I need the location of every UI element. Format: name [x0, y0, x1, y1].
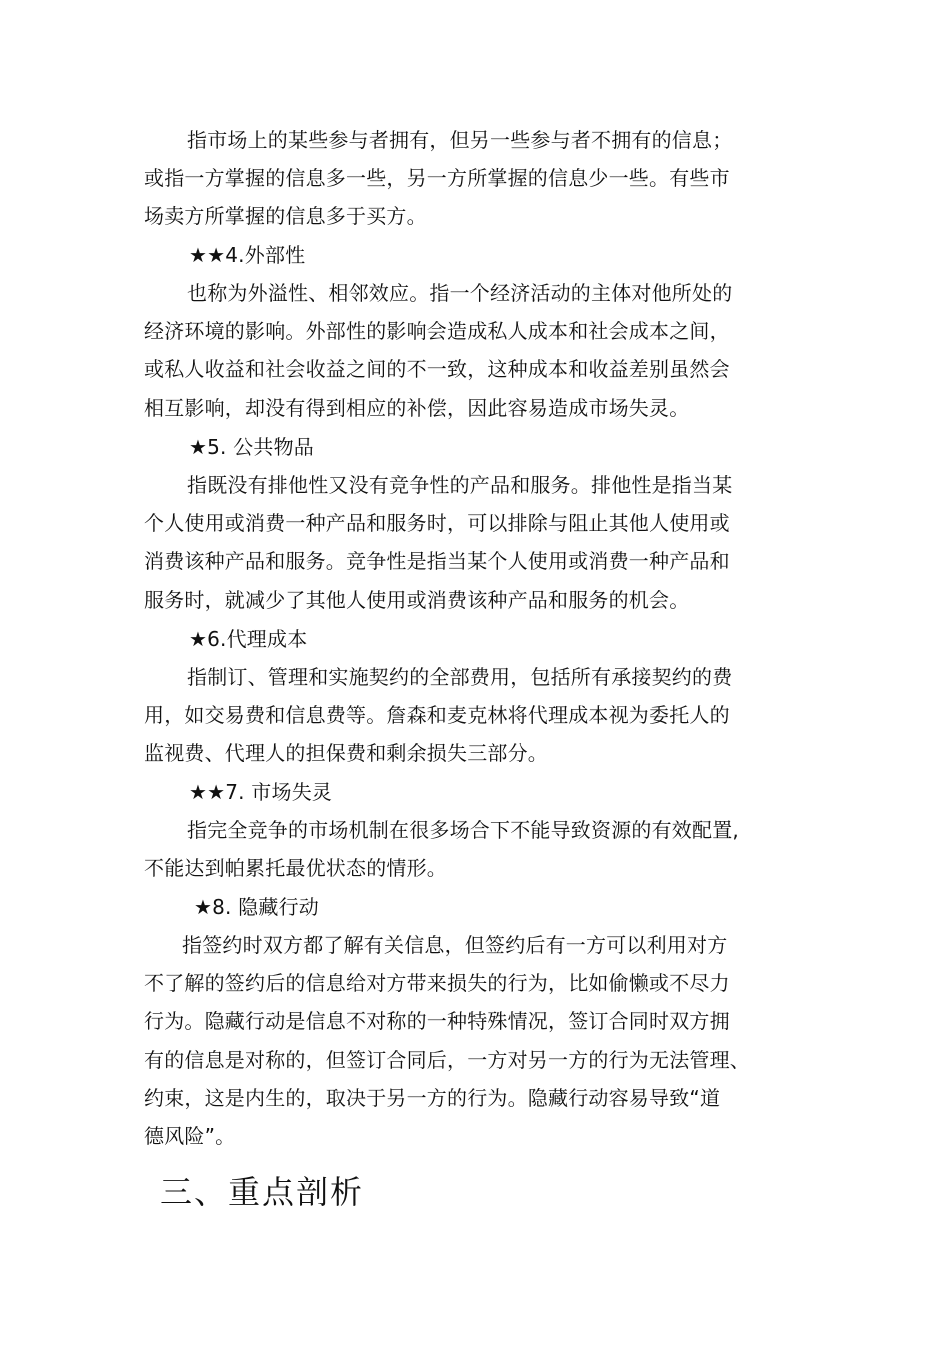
paragraph-line: 场卖方所掌握的信息多于买方。 — [144, 204, 427, 228]
paragraph-line: 指签约时双方都了解有关信息，但签约后有一方可以利用对方 — [182, 933, 728, 957]
paragraph-line: 或指一方掌握的信息多一些，另一方所掌握的信息少一些。有些市 — [144, 166, 730, 190]
paragraph-line: 不能达到帕累托最优状态的情形。 — [144, 856, 447, 880]
paragraph-line: 相互影响，却没有得到相应的补偿，因此容易造成市场失灵。 — [144, 396, 690, 420]
paragraph-line: 指既没有排他性又没有竞争性的产品和服务。排他性是指当某 — [187, 473, 733, 497]
section-title: 三、重点剖析 — [160, 1173, 365, 1211]
term-heading-hidden-action: ★8. 隐藏行动 — [194, 895, 319, 919]
paragraph-line: 约束，这是内生的，取决于另一方的行为。隐藏行动容易导致“道 — [144, 1086, 721, 1110]
term-heading-public-goods: ★5. 公共物品 — [189, 435, 314, 459]
term-heading-market-failure: ★★7. 市场失灵 — [189, 780, 333, 804]
paragraph-line: 消费该种产品和服务。竞争性是指当某个人使用或消费一种产品和 — [144, 549, 730, 573]
paragraph-line: 或私人收益和社会收益之间的不一致，这种成本和收益差别虽然会 — [144, 357, 730, 381]
paragraph-line: 服务时，就减少了其他人使用或消费该种产品和服务的机会。 — [144, 588, 690, 612]
paragraph-line: 指市场上的某些参与者拥有，但另一些参与者不拥有的信息； — [187, 128, 733, 152]
paragraph-line: 经济环境的影响。外部性的影响会造成私人成本和社会成本之间， — [144, 319, 730, 343]
paragraph-line: 指完全竞争的市场机制在很多场合下不能导致资源的有效配置, — [187, 818, 739, 842]
term-heading-externality: ★★4.外部性 — [189, 243, 306, 267]
term-heading-agency-cost: ★6.代理成本 — [189, 627, 308, 651]
paragraph-line: 不了解的签约后的信息给对方带来损失的行为，比如偷懒或不尽力 — [144, 971, 730, 995]
paragraph-line: 用，如交易费和信息费等。詹森和麦克林将代理成本视为委托人的 — [144, 703, 730, 727]
paragraph-line: 个人使用或消费一种产品和服务时，可以排除与阻止其他人使用或 — [144, 511, 730, 535]
paragraph-line: 监视费、代理人的担保费和剩余损失三部分。 — [144, 741, 548, 765]
paragraph-line: 有的信息是对称的，但签订合同后，一方对另一方的行为无法管理、 — [144, 1048, 750, 1072]
paragraph-line: 行为。隐藏行动是信息不对称的一种特殊情况，签订合同时双方拥 — [144, 1009, 730, 1033]
paragraph-line: 德风险”。 — [144, 1124, 236, 1148]
paragraph-line: 也称为外溢性、相邻效应。指一个经济活动的主体对他所处的 — [187, 281, 733, 305]
paragraph-line: 指制订、管理和实施契约的全部费用，包括所有承接契约的费 — [187, 665, 733, 689]
